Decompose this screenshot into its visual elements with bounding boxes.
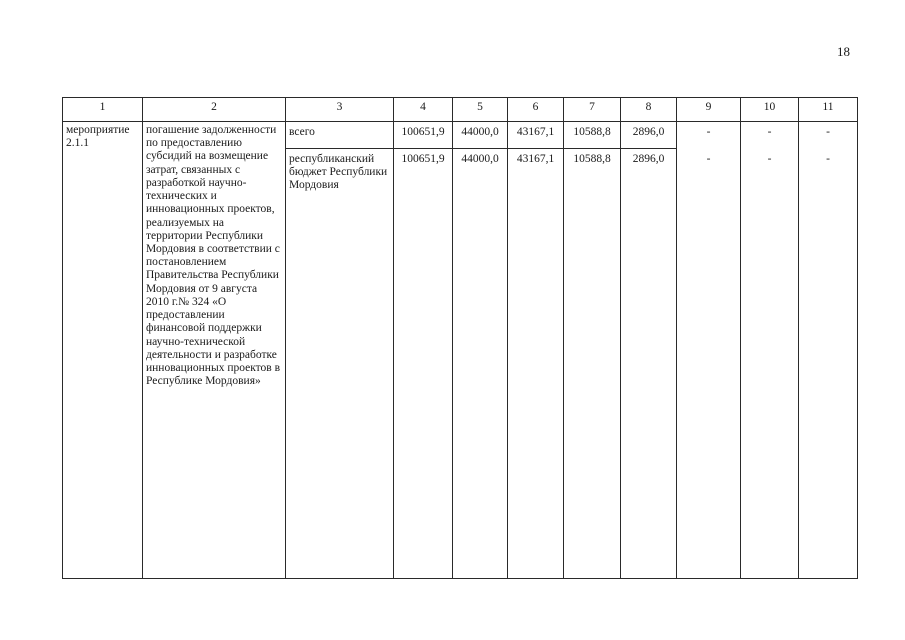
amount-col-4: 100651,9 bbox=[394, 149, 453, 579]
header-col-3: 3 bbox=[286, 98, 394, 122]
amount-col-4: 100651,9 bbox=[394, 122, 453, 149]
header-row bbox=[63, 98, 858, 122]
header-col-6: 6 bbox=[508, 98, 564, 122]
program-activities-table bbox=[62, 97, 858, 579]
amount-col-6: 43167,1 bbox=[508, 122, 564, 149]
amount-col-8: 2896,0 bbox=[621, 122, 677, 149]
header-col-2: 2 bbox=[143, 98, 286, 122]
amount-col-5: 44000,0 bbox=[453, 149, 508, 579]
amount-col-8: 2896,0 bbox=[621, 149, 677, 579]
amount-col-7: 10588,8 bbox=[564, 149, 621, 579]
header-col-9: 9 bbox=[677, 98, 741, 122]
header-col-11: 11 bbox=[799, 98, 858, 122]
amount-col-5: 44000,0 bbox=[453, 122, 508, 149]
amount-col-10: - bbox=[741, 122, 799, 149]
activity-code: мероприятие 2.1.1 bbox=[63, 122, 143, 579]
header-col-7: 7 bbox=[564, 98, 621, 122]
activity-description: погашение задолженности по предоставлению субсидий на возмещение затрат, связанных с разработкой научно-технических и инновационных проектов, реализуемых на территории Республики Мордовия в соответствии с постановлением Правительства Республики Мордовия от 9 августа 2010 г.№ 324 «О предоставлении финансовой поддержки научно-технической деятельности и разработке инновационных проектов в Республике Мордовия» bbox=[143, 122, 286, 579]
page-number: 18 bbox=[837, 44, 850, 59]
header-col-5: 5 bbox=[453, 98, 508, 122]
amount-col-11: - bbox=[799, 122, 858, 149]
header-col-1: 1 bbox=[63, 98, 143, 122]
header-col-4: 4 bbox=[394, 98, 453, 122]
funding-source: всего bbox=[286, 122, 394, 149]
table-row bbox=[63, 122, 858, 149]
amount-col-9: - bbox=[677, 149, 741, 579]
table-header bbox=[63, 98, 858, 122]
amount-col-6: 43167,1 bbox=[508, 149, 564, 579]
funding-source: республиканский бюджет Республики Мордовия bbox=[286, 149, 394, 579]
amount-col-10: - bbox=[741, 149, 799, 579]
amount-col-9: - bbox=[677, 122, 741, 149]
header-col-8: 8 bbox=[621, 98, 677, 122]
header-col-10: 10 bbox=[741, 98, 799, 122]
amount-col-11: - bbox=[799, 149, 858, 579]
amount-col-7: 10588,8 bbox=[564, 122, 621, 149]
